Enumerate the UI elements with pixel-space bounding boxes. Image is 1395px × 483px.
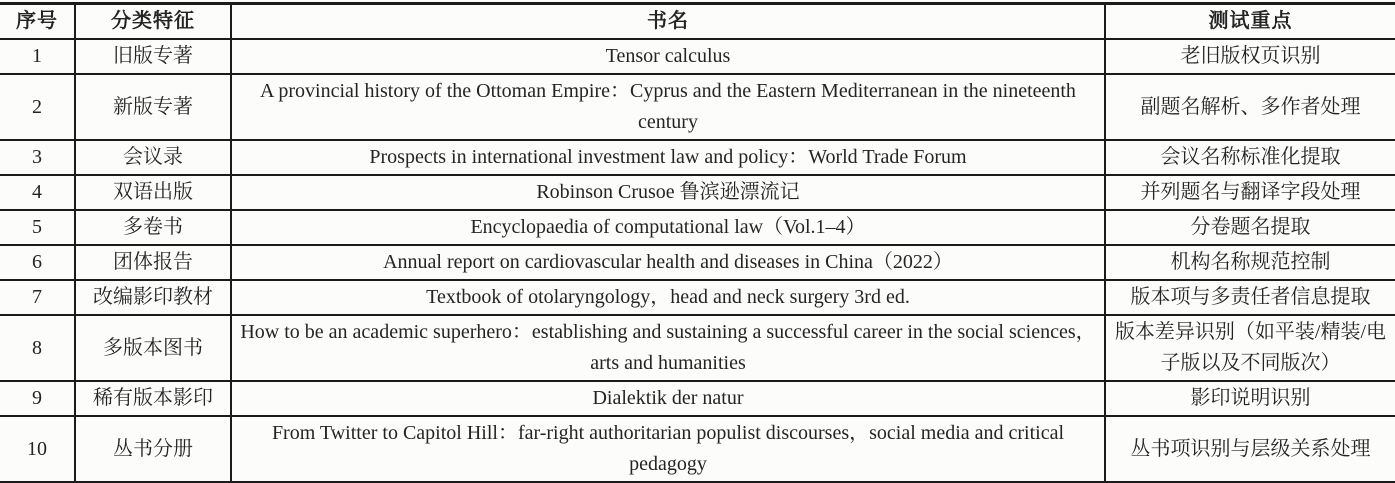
table-row: [0, 74, 1395, 140]
cell-title: Textbook of otolaryngology，head and neck surgery 3rd ed.: [231, 280, 1105, 315]
table-row: [0, 315, 1395, 381]
cell-no: 10: [0, 416, 75, 483]
table-row: [0, 175, 1395, 210]
cell-no: 8: [0, 315, 75, 381]
table-row: [0, 140, 1395, 175]
cell-no: 9: [0, 381, 75, 416]
cell-no: 6: [0, 245, 75, 280]
table-row: [0, 210, 1395, 245]
cell-title: Encyclopaedia of computational law（Vol.1–4）: [231, 210, 1105, 245]
cell-category: 团体报告: [75, 245, 231, 280]
cell-title: How to be an academic superhero：establishing and sustaining a successful career in the social sciences，arts and humanities: [231, 315, 1105, 381]
cell-title: Dialektik der natur: [231, 381, 1105, 416]
cell-no: 5: [0, 210, 75, 245]
cell-title: Annual report on cardiovascular health and diseases in China（2022）: [231, 245, 1105, 280]
cell-no: 7: [0, 280, 75, 315]
cell-focus: 版本项与多责任者信息提取: [1105, 280, 1395, 315]
cell-title: From Twitter to Capitol Hill：far-right authoritarian populist discourses，social media and critical pedagogy: [231, 416, 1105, 483]
table-row: [0, 280, 1395, 315]
table-row: [0, 245, 1395, 280]
cell-category: 稀有版本影印: [75, 381, 231, 416]
cell-category: 旧版专著: [75, 39, 231, 74]
cell-no: 4: [0, 175, 75, 210]
cell-focus: 老旧版权页识别: [1105, 39, 1395, 74]
cell-category: 双语出版: [75, 175, 231, 210]
col-header-category: 分类特征: [75, 4, 231, 40]
cell-focus: 影印说明识别: [1105, 381, 1395, 416]
table-row: [0, 416, 1395, 483]
cell-focus: 副题名解析、多作者处理: [1105, 74, 1395, 140]
cell-focus: 分卷题名提取: [1105, 210, 1395, 245]
cell-title: A provincial history of the Ottoman Empire：Cyprus and the Eastern Mediterranean in the nineteenth century: [231, 74, 1105, 140]
cell-title: Prospects in international investment law and policy：World Trade Forum: [231, 140, 1105, 175]
cell-focus: 版本差异识别（如平装/精装/电子版以及不同版次）: [1105, 315, 1395, 381]
col-header-no: 序号: [0, 4, 75, 40]
cell-focus: 机构名称规范控制: [1105, 245, 1395, 280]
table-row: [0, 381, 1395, 416]
cell-focus: 丛书项识别与层级关系处理: [1105, 416, 1395, 483]
cell-focus: 会议名称标准化提取: [1105, 140, 1395, 175]
col-header-focus: 测试重点: [1105, 4, 1395, 40]
cell-category: 新版专著: [75, 74, 231, 140]
cell-category: 多卷书: [75, 210, 231, 245]
cell-no: 3: [0, 140, 75, 175]
cell-category: 丛书分册: [75, 416, 231, 483]
table-header-row: [0, 4, 1395, 40]
cell-category: 改编影印教材: [75, 280, 231, 315]
cell-focus: 并列题名与翻译字段处理: [1105, 175, 1395, 210]
cell-no: 1: [0, 39, 75, 74]
cell-category: 会议录: [75, 140, 231, 175]
books-test-table: [0, 2, 1395, 483]
cell-title: Robinson Crusoe 鲁滨逊漂流记: [231, 175, 1105, 210]
cell-category: 多版本图书: [75, 315, 231, 381]
table-row: [0, 39, 1395, 74]
cell-title: Tensor calculus: [231, 39, 1105, 74]
cell-no: 2: [0, 74, 75, 140]
col-header-title: 书名: [231, 4, 1105, 40]
